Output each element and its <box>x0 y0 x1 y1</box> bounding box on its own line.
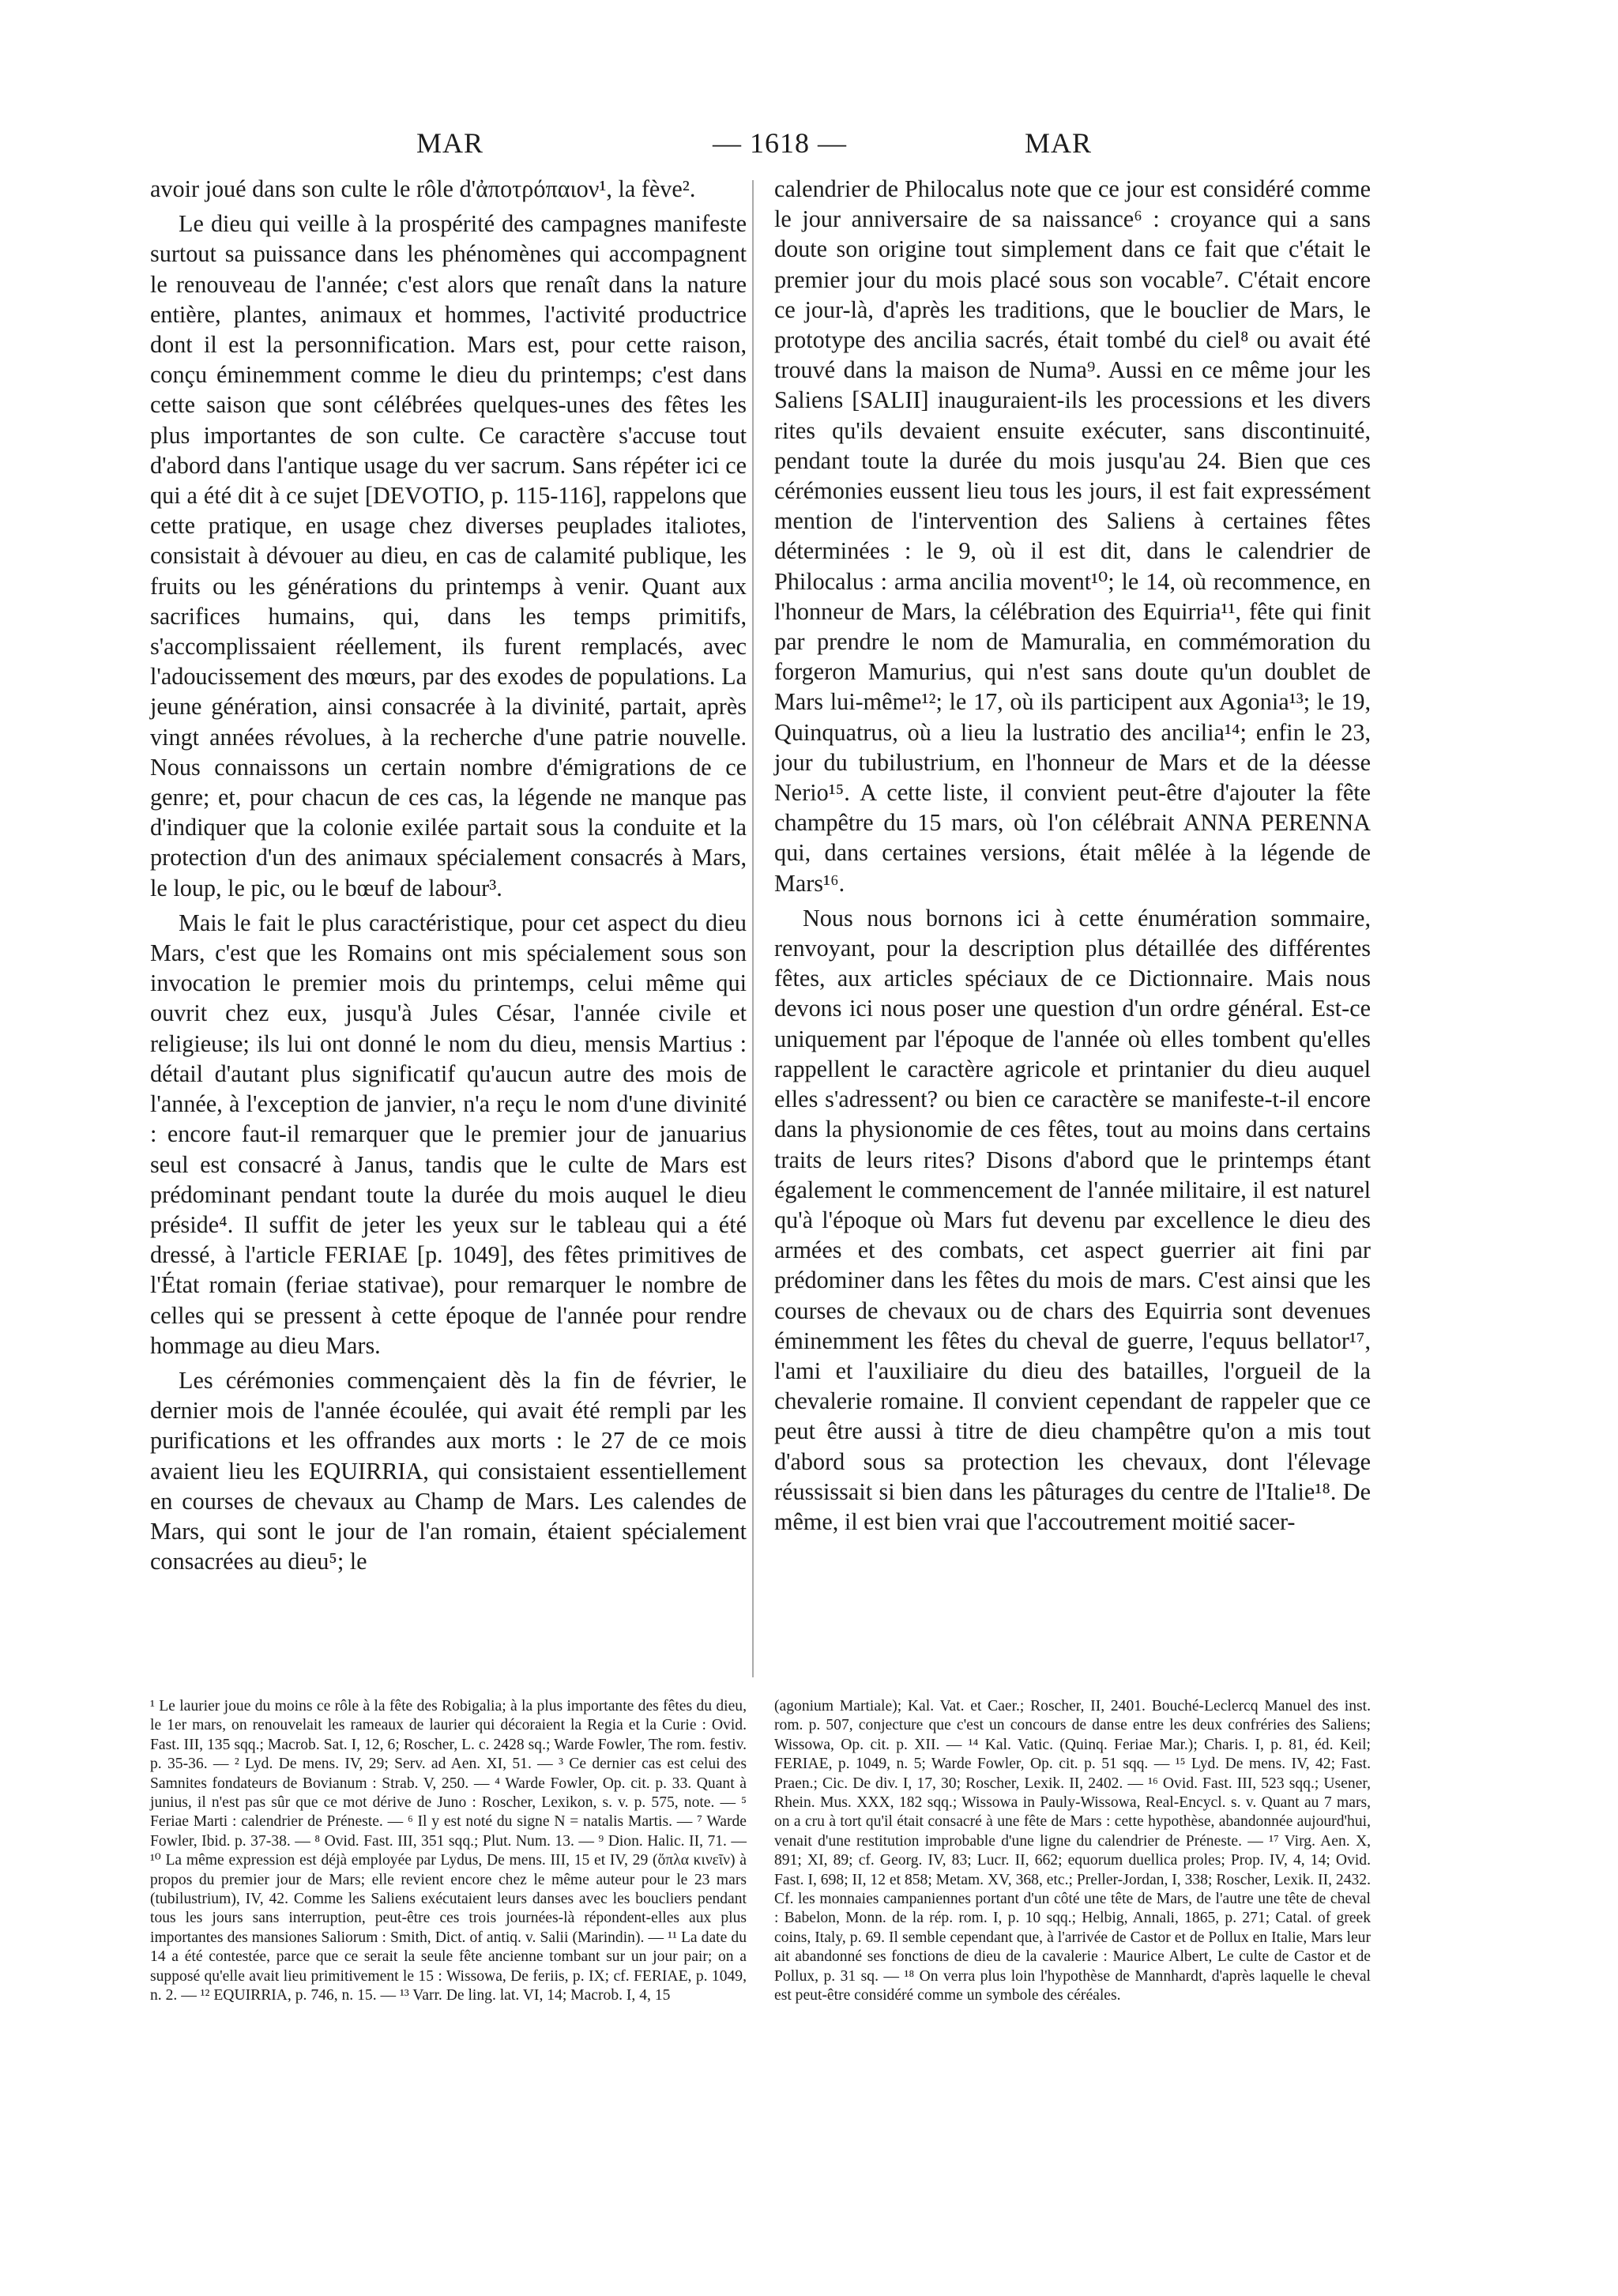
paragraph: avoir joué dans son culte le rôle d'ἀποτρόπαιον¹, la fève². <box>150 175 696 202</box>
paragraph: calendrier de Philocalus note que ce jour est considéré comme le jour anniversaire de sa naissance⁶ : croyance qui a sans doute son origine tout simplement dans ce fait que c'était le premier jour du mois placé sous son vocable⁷. C'était encore ce jour-là, d'après les traditions, que le bouclier de Mars, le prototype des ancilia sacrés, était tombé du ciel⁸ ou avait été trouvé dans la maison de Numa⁹. Aussi en ce même jour les Saliens [SALII] inauguraient-ils les processions et les divers rites qu'ils devaient ensuite exécuter, sans discontinuité, pendant toute la durée du mois jusqu'au 24. Bien que ces cérémonies eussent lieu tous les jours, il est fait expressément mention de l'intervention des Saliens à certaines fêtes déterminées : le 9, où il est dit, dans le calendrier de Philocalus : arma ancilia movent¹⁰; le 14, où recommence, en l'honneur de Mars, la célébration des Equirria¹¹, fête qui finit par prendre le nom de Mamuralia, en commémoration du forgeron Mamurius, qui n'est sans doute qu'un doublet de Mars lui-même¹²; le 17, où ils participent aux Agonia¹³; le 19, Quinquatrus, où a lieu la lustratio des ancilia¹⁴; enfin le 23, jour du tubilustrium, en l'honneur de Mars et de la déesse Nerio¹⁵. A cette liste, il convient peut-être d'ajouter la fête champêtre du 15 mars, où l'on célébrait ANNA PERENNA qui, dans certaines versions, était mêlée à la légende de Mars¹⁶. <box>774 175 1371 897</box>
footnote-text: ¹ Le laurier joue du moins ce rôle à la fête des Robigalia; à la plus importante des fêtes du dieu, le 1er mars, on renouvelait les rameaux de laurier qui décoraient la Regia et la Curie : Ovid. Fast. III, 135 sqq.; Macrob. Sat. I, 12, 6; Roscher, L. c. 2428 sq.; Warde Fowler, The rom. festiv. p. 35-36. — ² Lyd. De mens. IV, 29; Serv. ad Aen. XI, 51. — ³ Ce dernier cas est celui des Samnites fondateurs de Bovianum : Strab. V, 250. — ⁴ Warde Fowler, Op. cit. p. 33. Quant à junius, il n'est pas sûr que ce mot dérive de Juno : Roscher, Lexikon, s. v. p. 575, note. — ⁵ Feriae Marti : calendrier de Préneste. — ⁶ Il y est noté du signe N = natalis Martis. — ⁷ Warde Fowler, Ibid. p. 37-38. — ⁸ Ovid. Fast. III, 351 sqq.; Plut. Num. 13. — ⁹ Dion. Halic. II, 71. — ¹⁰ La même expression est déjà employée par Lydus, De mens. III, 15 et IV, 29 (ὅπλα κινεῖν) à propos du premier jour de Mars; elle revient encore chez le même auteur pour le 23 mars (tubilustrium), IV, 42. Comme les Saliens exécutaient leurs danses avec les boucliers pendant tous les jours sans interruption, peut-être ces trois journées-là répondent-elles aux plus importantes des mansiones Saliorum : Smith, Dict. of antiq. v. Salii (Marindin). — ¹¹ La date du 14 a été contestée, parce que ce serait la seule fête ancienne tombant sur un jour pair; on a supposé qu'elle avait lieu primitivement le 15 : Wissowa, De feriis, p. IX; cf. FERIAE, p. 1049, n. 2. — ¹² EQUIRRIA, p. 746, n. 15. — ¹³ Varr. De ling. lat. VI, 14; Macrob. I, 4, 15 <box>150 1698 747 2004</box>
paragraph: Mais le fait le plus caractéristique, pour cet aspect du dieu Mars, c'est que les Romains ont mis spécialement sous son invocation le premier mois du printemps, celui même qui ouvrit chez eux, jusqu'à Jules César, l'année civile et religieuse; ils lui ont donné le nom du dieu, mensis Martius : détail d'autant plus significatif qu'aucun autre des mois de l'année, à l'exception de janvier, n'a reçu le nom d'une divinité : encore faut-il remarquer que le premier jour de januarius seul est consacré à Janus, tandis que le culte de Mars est prédominant pendant toute la durée du mois auquel le dieu préside⁴. Il suffit de jeter les yeux sur le tableau qui a été dressé, à l'article FERIAE [p. 1049], des fêtes primitives de l'État romain (feriae stativae), pour remarquer le nombre de celles qui se pressent à cette époque de l'année pour rendre hommage au dieu Mars. <box>150 909 747 1359</box>
footnotes-left <box>150 1697 747 2006</box>
footnotes-right <box>774 1697 1371 2006</box>
column-divider <box>752 180 754 1677</box>
footnote-text: (agonium Martiale); Kal. Vat. et Caer.; Roscher, II, 2401. Bouché-Leclercq Manuel des inst. rom. p. 507, conjecture que c'est un concours de danse entre les deux confréries des Saliens; Wissowa, Op. cit. p. XII. — ¹⁴ Kal. Vatic. (Quinq. Feriae Mar.); Charis. I, p. 81, éd. Keil; FERIAE, p. 1049, n. 5; Warde Fowler, Op. cit. p. 51 sqq. — ¹⁵ Lyd. De mens. IV, 42; Fast. Praen.; Cic. De div. I, 17, 30; Roscher, Lexik. II, 2402. — ¹⁶ Ovid. Fast. III, 523 sqq.; Usener, Rhein. Mus. XXX, 182 sqq.; Wissowa in Pauly-Wissowa, Real-Encycl. s. v. Quant au 7 mars, on a cru à tort qu'il était consacré à une fête de Mars : cette hypothèse, abandonnée aujourd'hui, venait d'une restitution improbable d'une ligne du calendrier de Préneste. — ¹⁷ Virg. Aen. X, 891; XI, 89; cf. Georg. IV, 83; Lucr. II, 662; equorum duellica proles; Prop. IV, 4, 14; Ovid. Fast. I, 698; II, 12 et 858; Metam. XV, 368, etc.; Preller-Jordan, I, 338; Roscher, Lexik. II, 2432. Cf. les monnaies campaniennes portant d'un côté une tête de Mars, de l'autre une tête de cheval : Babelon, Monn. de la rép. rom. I, p. 10 sqq.; Helbig, Annali, 1865, p. 271; Catal. of greek coins, Italy, p. 69. Il semble cependant que, à l'arrivée de Castor et de Pollux en Italie, Mars leur ait abandonné ses fonctions de dieu de la cavalerie : Maurice Albert, Le culte de Castor et de Pollux, p. 31 sq. — ¹⁸ On verra plus loin l'hypothèse de Mannhardt, d'après laquelle le cheval est peut-être considéré comme un symbole des céréales. <box>774 1698 1371 2004</box>
running-head-left: MAR <box>416 127 484 159</box>
paragraph: Nous nous bornons ici à cette énumération sommaire, renvoyant, pour la description plus détaillée des différentes fêtes, aux articles spéciaux de ce Dictionnaire. Mais nous devons ici nous poser une question d'un ordre général. Est-ce uniquement par l'époque de l'année où elles tombent qu'elles rappellent le caractère agricole et printanier du dieu auquel elles s'adressent? ou bien ce caractère se manifeste-t-il encore dans la physionomie de ces fêtes, tout au moins dans certains traits de leurs rites? Disons d'abord que le printemps étant également le commencement de l'année militaire, il est naturel qu'à l'époque où Mars fut devenu par excellence le dieu des armées et des combats, cet aspect guerrier ait fini par prédominer dans les fêtes du mois de mars. C'est ainsi que les courses de chevaux ou de chars des Equirria sont devenues éminemment les fêtes du cheval de guerre, l'equus bellator¹⁷, l'ami et l'auxiliaire du dieu des batailles, l'orgueil de la chevalerie romaine. Il convient cependant de rappeler que ce peut être aussi à titre de dieu champêtre qu'on a mis tout d'abord sous sa protection les chevaux, dont l'élevage réussissait si bien dans les pâturages du centre de l'Italie¹⁸. De même, il est bien vrai que l'accoutrement moitié sacer- <box>774 904 1371 1535</box>
paragraph: Le dieu qui veille à la prospérité des campagnes manifeste surtout sa puissance dans les phénomènes qui accompagnent le renouveau de l'année; c'est alors que renaît dans la nature entière, plantes, animaux et hommes, l'activité productrice dont il est la personnification. Mars est, pour cette raison, conçu éminemment comme le dieu du printemps; c'est dans cette saison que sont célébrées quelques-unes des fêtes les plus importantes de son culte. Ce caractère s'accuse tout d'abord dans l'antique usage du ver sacrum. Sans répéter ici ce qui a été dit à ce sujet [DEVOTIO, p. 115-116], rappelons que cette pratique, en usage chez diverses peuplades italiotes, consistait à dévouer au dieu, en cas de calamité publique, les fruits ou les générations du printemps à venir. Quant aux sacrifices humains, qui, dans les temps primitifs, s'accomplissaient réellement, ils furent remplacés, avec l'adoucissement des mœurs, par des exodes de populations. La jeune génération, ainsi consacrée à la divinité, partait, après vingt années révolues, à la recherche d'une patrie nouvelle. Nous connaissons un certain nombre d'émigrations de ce genre; et, pour chacun de ces cas, la légende ne manque pas d'indiquer que la colonie exilée partait sous la conduite et la protection d'un des animaux spécialement consacrés à Mars, le loup, le pic, ou le bœuf de labour³. <box>150 210 747 901</box>
running-head-right: MAR <box>1025 127 1093 159</box>
page-number: — 1618 — <box>713 127 847 159</box>
left-column <box>150 174 747 1576</box>
right-column <box>774 174 1371 1537</box>
paragraph: Les cérémonies commençaient dès la fin de février, le dernier mois de l'année écoulée, qui avait été rempli par les purifications et les offrandes aux morts : le 27 de ce mois avaient lieu les EQUIRRIA, qui consistaient essentiellement en courses de chevaux au Champ de Mars. Les calendes de Mars, qui sont le jour de l'an romain, étaient spécialement consacrées au dieu⁵; le <box>150 1366 747 1575</box>
